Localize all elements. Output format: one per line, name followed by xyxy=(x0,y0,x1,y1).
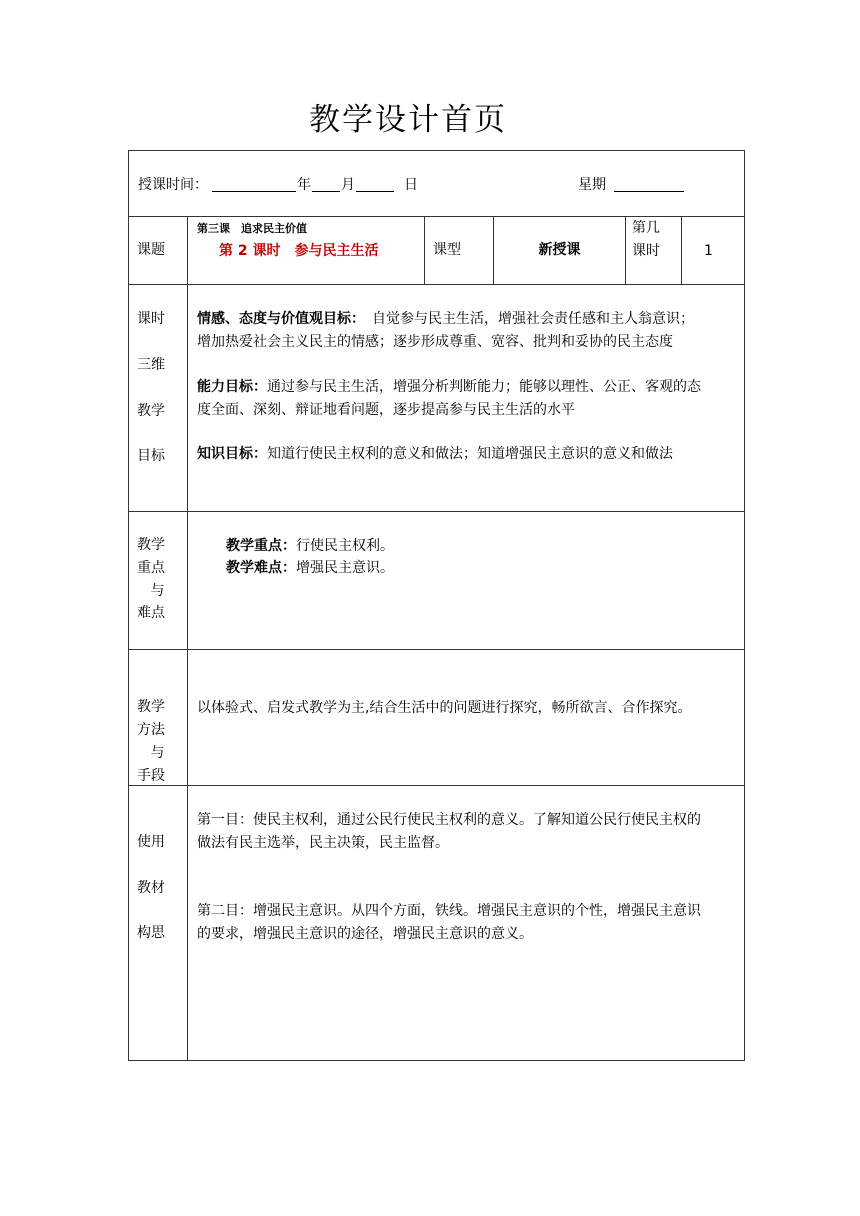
key-point-title: 教学重点： xyxy=(226,538,296,554)
period-value: 1 xyxy=(704,243,713,259)
row-divider xyxy=(128,511,744,512)
knowledge-objective-text: 知道行使民主权利的意义和做法；知道增强民主意识的意义和做法 xyxy=(267,446,673,462)
materials-label-line2: 教材 xyxy=(137,880,165,896)
keypoints-label-line2: 重点 xyxy=(137,560,165,576)
methods-label-line3: 与 xyxy=(150,745,165,761)
emotion-objective-text: 自觉参与民主生活，增强社会责任感和主人翁意识； xyxy=(358,311,694,327)
day-label: 日 xyxy=(404,177,418,193)
key-point xyxy=(226,534,394,558)
ability-objective-line1 xyxy=(197,375,701,399)
difficult-point-text: 增强民主意识。 xyxy=(296,560,394,576)
materials-label-line1: 使用 xyxy=(137,834,165,850)
unit-title: 第三课 追求民主价值 xyxy=(197,222,307,235)
methods-text: 以体验式、启发式教学为主,结合生活中的问题进行探究，畅所欲言、合作探究。 xyxy=(197,700,692,716)
row-divider xyxy=(128,284,744,285)
type-value: 新授课 xyxy=(538,242,581,258)
materials-para2-line2: 的要求，增强民主意识的途径，增强民主意识的意义。 xyxy=(197,926,533,942)
key-point-text: 行使民主权利。 xyxy=(296,538,394,554)
emotion-objective-title: 情感、态度与价值观目标： xyxy=(197,311,358,327)
ability-objective-title: 能力目标： xyxy=(197,379,267,395)
ability-objective-line2: 度全面、深刻、辩证地看问题，逐步提高参与民主生活的水平 xyxy=(197,402,575,418)
table-border-top xyxy=(128,150,744,151)
difficult-point-title: 教学难点： xyxy=(226,560,296,576)
methods-label-line2: 方法 xyxy=(137,722,165,738)
cell-divider xyxy=(625,216,626,284)
table-border-right xyxy=(744,150,745,1060)
date-label: 授课时间： xyxy=(138,177,208,193)
keypoints-label-line4: 难点 xyxy=(137,605,165,621)
month-label: 月 xyxy=(341,177,355,193)
methods-label-line4: 手段 xyxy=(137,768,165,784)
period-label-line1: 第几 xyxy=(632,220,660,236)
day-blank xyxy=(356,191,394,192)
methods-label-line1: 教学 xyxy=(137,699,165,715)
lesson-title: 第 2 课时 参与民主生活 xyxy=(219,243,379,259)
label-column-divider xyxy=(187,216,188,1060)
document-title: 教学设计首页 xyxy=(309,102,507,138)
materials-para2-line1: 第二目：增强民主意识。从四个方面，铁线。增强民主意识的个性，增强民主意识 xyxy=(197,903,701,919)
materials-label-line3: 构思 xyxy=(137,925,165,941)
objectives-label-line3: 教学 xyxy=(137,403,165,419)
type-label: 课型 xyxy=(433,242,461,258)
month-blank xyxy=(312,191,340,192)
topic-label: 课题 xyxy=(137,242,165,258)
lesson-plan-table xyxy=(128,150,744,1060)
emotion-objective-line1 xyxy=(197,307,694,331)
materials-para1-line2: 做法有民主选举，民主决策，民主监督。 xyxy=(197,835,449,851)
row-divider xyxy=(128,649,744,650)
weekday-blank xyxy=(614,191,684,192)
knowledge-objective-title: 知识目标： xyxy=(197,446,267,462)
objectives-label-line4: 目标 xyxy=(137,448,165,464)
table-border-left xyxy=(128,150,129,1060)
period-label-line2: 课时 xyxy=(632,243,660,259)
knowledge-objective xyxy=(197,442,673,466)
year-label: 年 xyxy=(297,177,311,193)
ability-objective-text: 通过参与民主生活，增强分析判断能力；能够以理性、公正、客观的态 xyxy=(267,379,701,395)
row-divider xyxy=(128,785,744,786)
keypoints-label-line1: 教学 xyxy=(137,537,165,553)
cell-divider xyxy=(424,216,425,284)
objectives-label-line2: 三维 xyxy=(137,357,165,373)
table-border-bottom xyxy=(128,1060,745,1061)
emotion-objective-line2: 增加热爱社会主义民主的情感；逐步形成尊重、宽容、批判和妥协的民主态度 xyxy=(197,334,673,350)
difficult-point xyxy=(226,556,394,580)
weekday-label: 星期 xyxy=(578,177,606,193)
cell-divider xyxy=(681,216,682,284)
objectives-label-line1: 课时 xyxy=(137,311,165,327)
year-blank xyxy=(212,191,296,192)
keypoints-label-line3: 与 xyxy=(150,583,165,599)
materials-para1-line1: 第一目：使民主权利，通过公民行使民主权利的意义。了解知道公民行使民主权的 xyxy=(197,812,701,828)
